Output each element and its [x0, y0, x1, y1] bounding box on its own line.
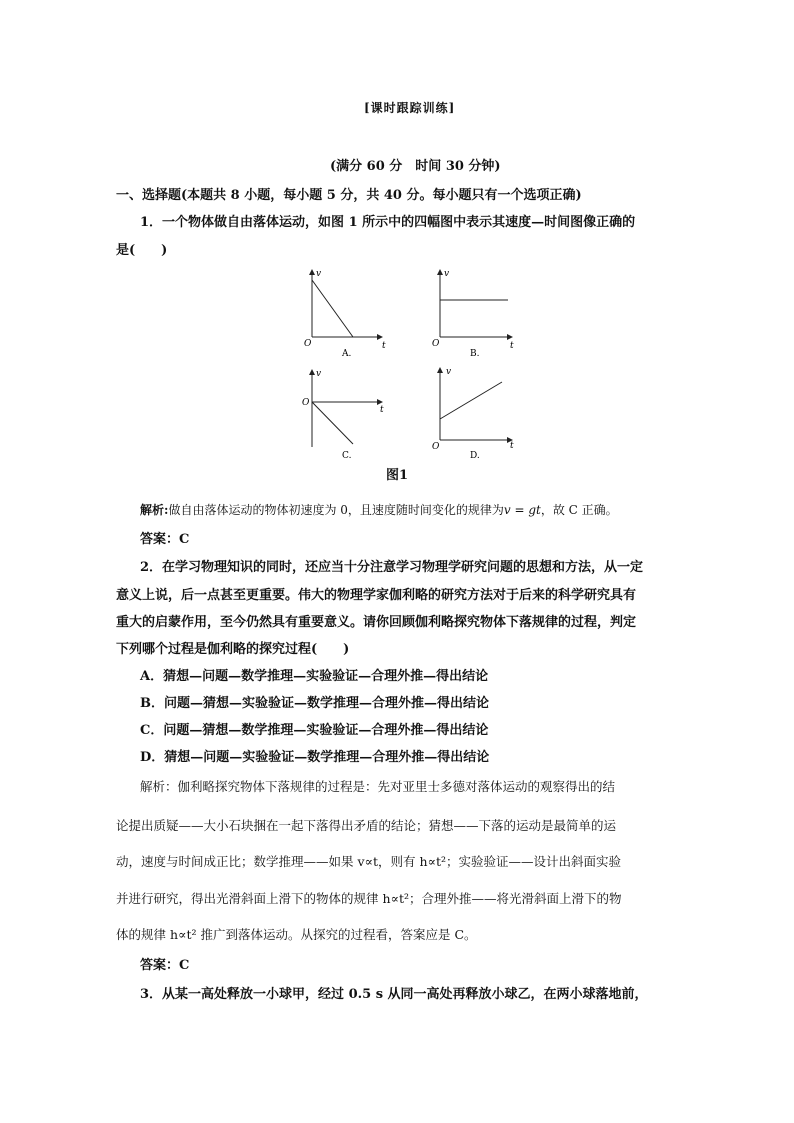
- question-2-analysis-line-5: 体的规律 h∝t² 推广到落体运动。从探究的过程看，答案应是 C。: [116, 927, 477, 942]
- section-heading: 一、选择题(本题共 8 小题，每小题 5 分，共 40 分。每小题只有一个选项正确): [116, 188, 582, 203]
- graph-c-v-label: v: [316, 369, 322, 379]
- graph-c-caption: C.: [342, 451, 352, 461]
- graph-d-v-label: v: [446, 367, 452, 377]
- question-2-answer: 答案：C: [140, 958, 190, 973]
- analysis-text: 做自由落体运动的物体初速度为 0，且速度随时间变化的规律为: [168, 503, 504, 517]
- question-2-line-4: 下列哪个过程是伽利略的探究过程( ): [116, 642, 350, 657]
- graph-d-origin: O: [432, 442, 440, 452]
- question-3-line-1: 3．从某一高处释放一小球甲，经过 0.5 s 从同一高处再释放小球乙，在两小球落地前，: [140, 987, 648, 1002]
- question-2-analysis-line-2: 论提出质疑——大小石块捆在一起下落得出矛盾的结论；猜想——下落的运动是最简单的运: [116, 818, 617, 833]
- graph-b: [432, 269, 514, 359]
- graph-b-t-label: t: [510, 341, 514, 351]
- question-2-line-3: 重大的启蒙作用，至今仍然具有重要意义。请你回顾伽利略探究物体下落规律的过程，判定: [116, 615, 637, 630]
- graph-a-t-label: t: [382, 341, 386, 351]
- graph-a-caption: A.: [342, 349, 352, 359]
- question-2-analysis-line-1: 解析：伽利略探究物体下落规律的过程是：先对亚里士多德对落体运动的观察得出的结: [140, 779, 616, 794]
- graph-c-origin: O: [302, 398, 310, 408]
- figure-caption: 图1: [386, 468, 409, 483]
- graph-d: [432, 367, 514, 461]
- graph-a: [304, 269, 386, 359]
- question-2-analysis-line-3: 动，速度与时间成正比；数学推理——如果 v∝t，则有 h∝t²；实验验证——设计出斜面实验: [116, 854, 622, 869]
- graph-a-v-label: v: [316, 269, 322, 279]
- analysis-label: 解析:: [140, 503, 169, 517]
- graph-b-origin: O: [432, 339, 440, 349]
- graph-b-caption: B.: [470, 349, 480, 359]
- question-2-option-d: D．猜想—问题—实验验证—数学推理—合理外推—得出结论: [140, 750, 490, 765]
- question-1-line-1: 1．一个物体做自由落体运动，如图 1 所示中的四幅图中表示其速度—时间图像正确的: [140, 215, 636, 230]
- question-2-line-1: 2．在学习物理知识的同时，还应当十分注意学习物理学研究问题的思想和方法，从一定: [140, 560, 644, 575]
- graph-c-t-label: t: [380, 405, 384, 415]
- analysis-formula: v = gt: [503, 503, 541, 517]
- question-1-analysis: [140, 500, 618, 520]
- graph-b-v-label: v: [444, 269, 450, 279]
- question-1-line-2: 是( ): [116, 243, 168, 258]
- graph-c: [302, 369, 384, 461]
- question-1-answer: 答案：C: [140, 532, 190, 547]
- question-2-line-2: 意义上说，后一点甚至更重要。伟大的物理学家伽利略的研究方法对于后来的科学研究具有: [116, 588, 637, 603]
- graph-d-caption: D.: [470, 451, 480, 461]
- section-tag: [课时跟踪训练]: [364, 101, 456, 115]
- analysis-tail: ，故 C 正确。: [540, 503, 618, 517]
- figure-1-graphs: [290, 262, 540, 462]
- question-2-option-c: C．问题—猜想—数学推理—实验验证—合理外推—得出结论: [140, 723, 489, 738]
- graph-a-origin: O: [304, 339, 312, 349]
- subtitle: (满分 60 分 时间 30 分钟): [330, 159, 501, 174]
- question-2-analysis-line-4: 并进行研究，得出光滑斜面上滑下的物体的规律 h∝t²；合理外推——将光滑斜面上滑下的物: [116, 891, 622, 906]
- graph-d-t-label: t: [510, 441, 514, 451]
- question-2-option-b: B．问题—猜想—实验验证—数学推理—合理外推—得出结论: [140, 696, 489, 711]
- question-2-option-a: A．猜想—问题—数学推理—实验验证—合理外推—得出结论: [140, 669, 489, 684]
